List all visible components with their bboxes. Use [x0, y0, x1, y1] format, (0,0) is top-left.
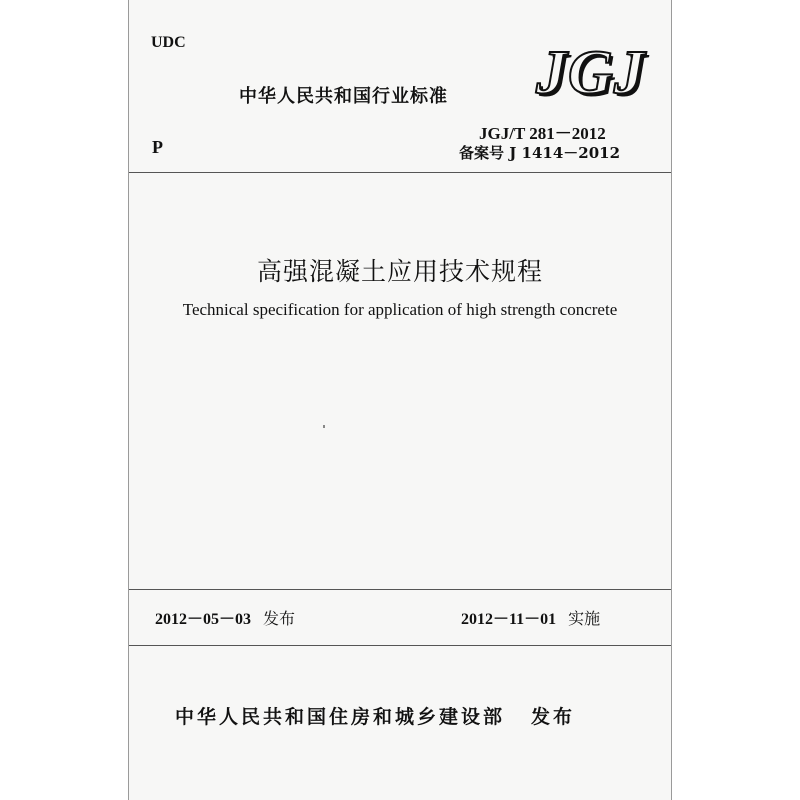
standard-code: JGJ/T 281－2012 — [479, 124, 606, 143]
speck-mark — [323, 425, 325, 428]
issue-date: 2012－05－03 — [155, 611, 252, 628]
cover-sheet — [128, 0, 672, 800]
implement-date: 2012－11－01 — [461, 611, 557, 628]
date-top-divider — [129, 589, 671, 590]
title-english: Technical specification for application of high strength concrete — [182, 300, 618, 319]
publisher-name: 中华人民共和国住房和城乡建设部 — [175, 706, 506, 728]
jgj-logo: JGJ — [536, 39, 646, 107]
implement-date-line — [461, 606, 600, 629]
udc-label: UDC — [151, 34, 186, 51]
top-divider — [129, 172, 671, 173]
date-bottom-divider — [129, 645, 671, 646]
issue-date-line — [155, 606, 295, 629]
publisher-label: 发布 — [531, 706, 576, 728]
record-number: 备案号 J 1414－2012 — [459, 144, 621, 162]
issue-label: 发布 — [263, 609, 296, 628]
implement-label: 实施 — [568, 609, 601, 628]
category-code: P — [152, 137, 163, 157]
title-chinese: 高强混凝土应用技术规程 — [256, 257, 543, 286]
industry-standard-label: 中华人民共和国行业标准 — [239, 86, 448, 107]
publisher-line — [175, 702, 575, 729]
